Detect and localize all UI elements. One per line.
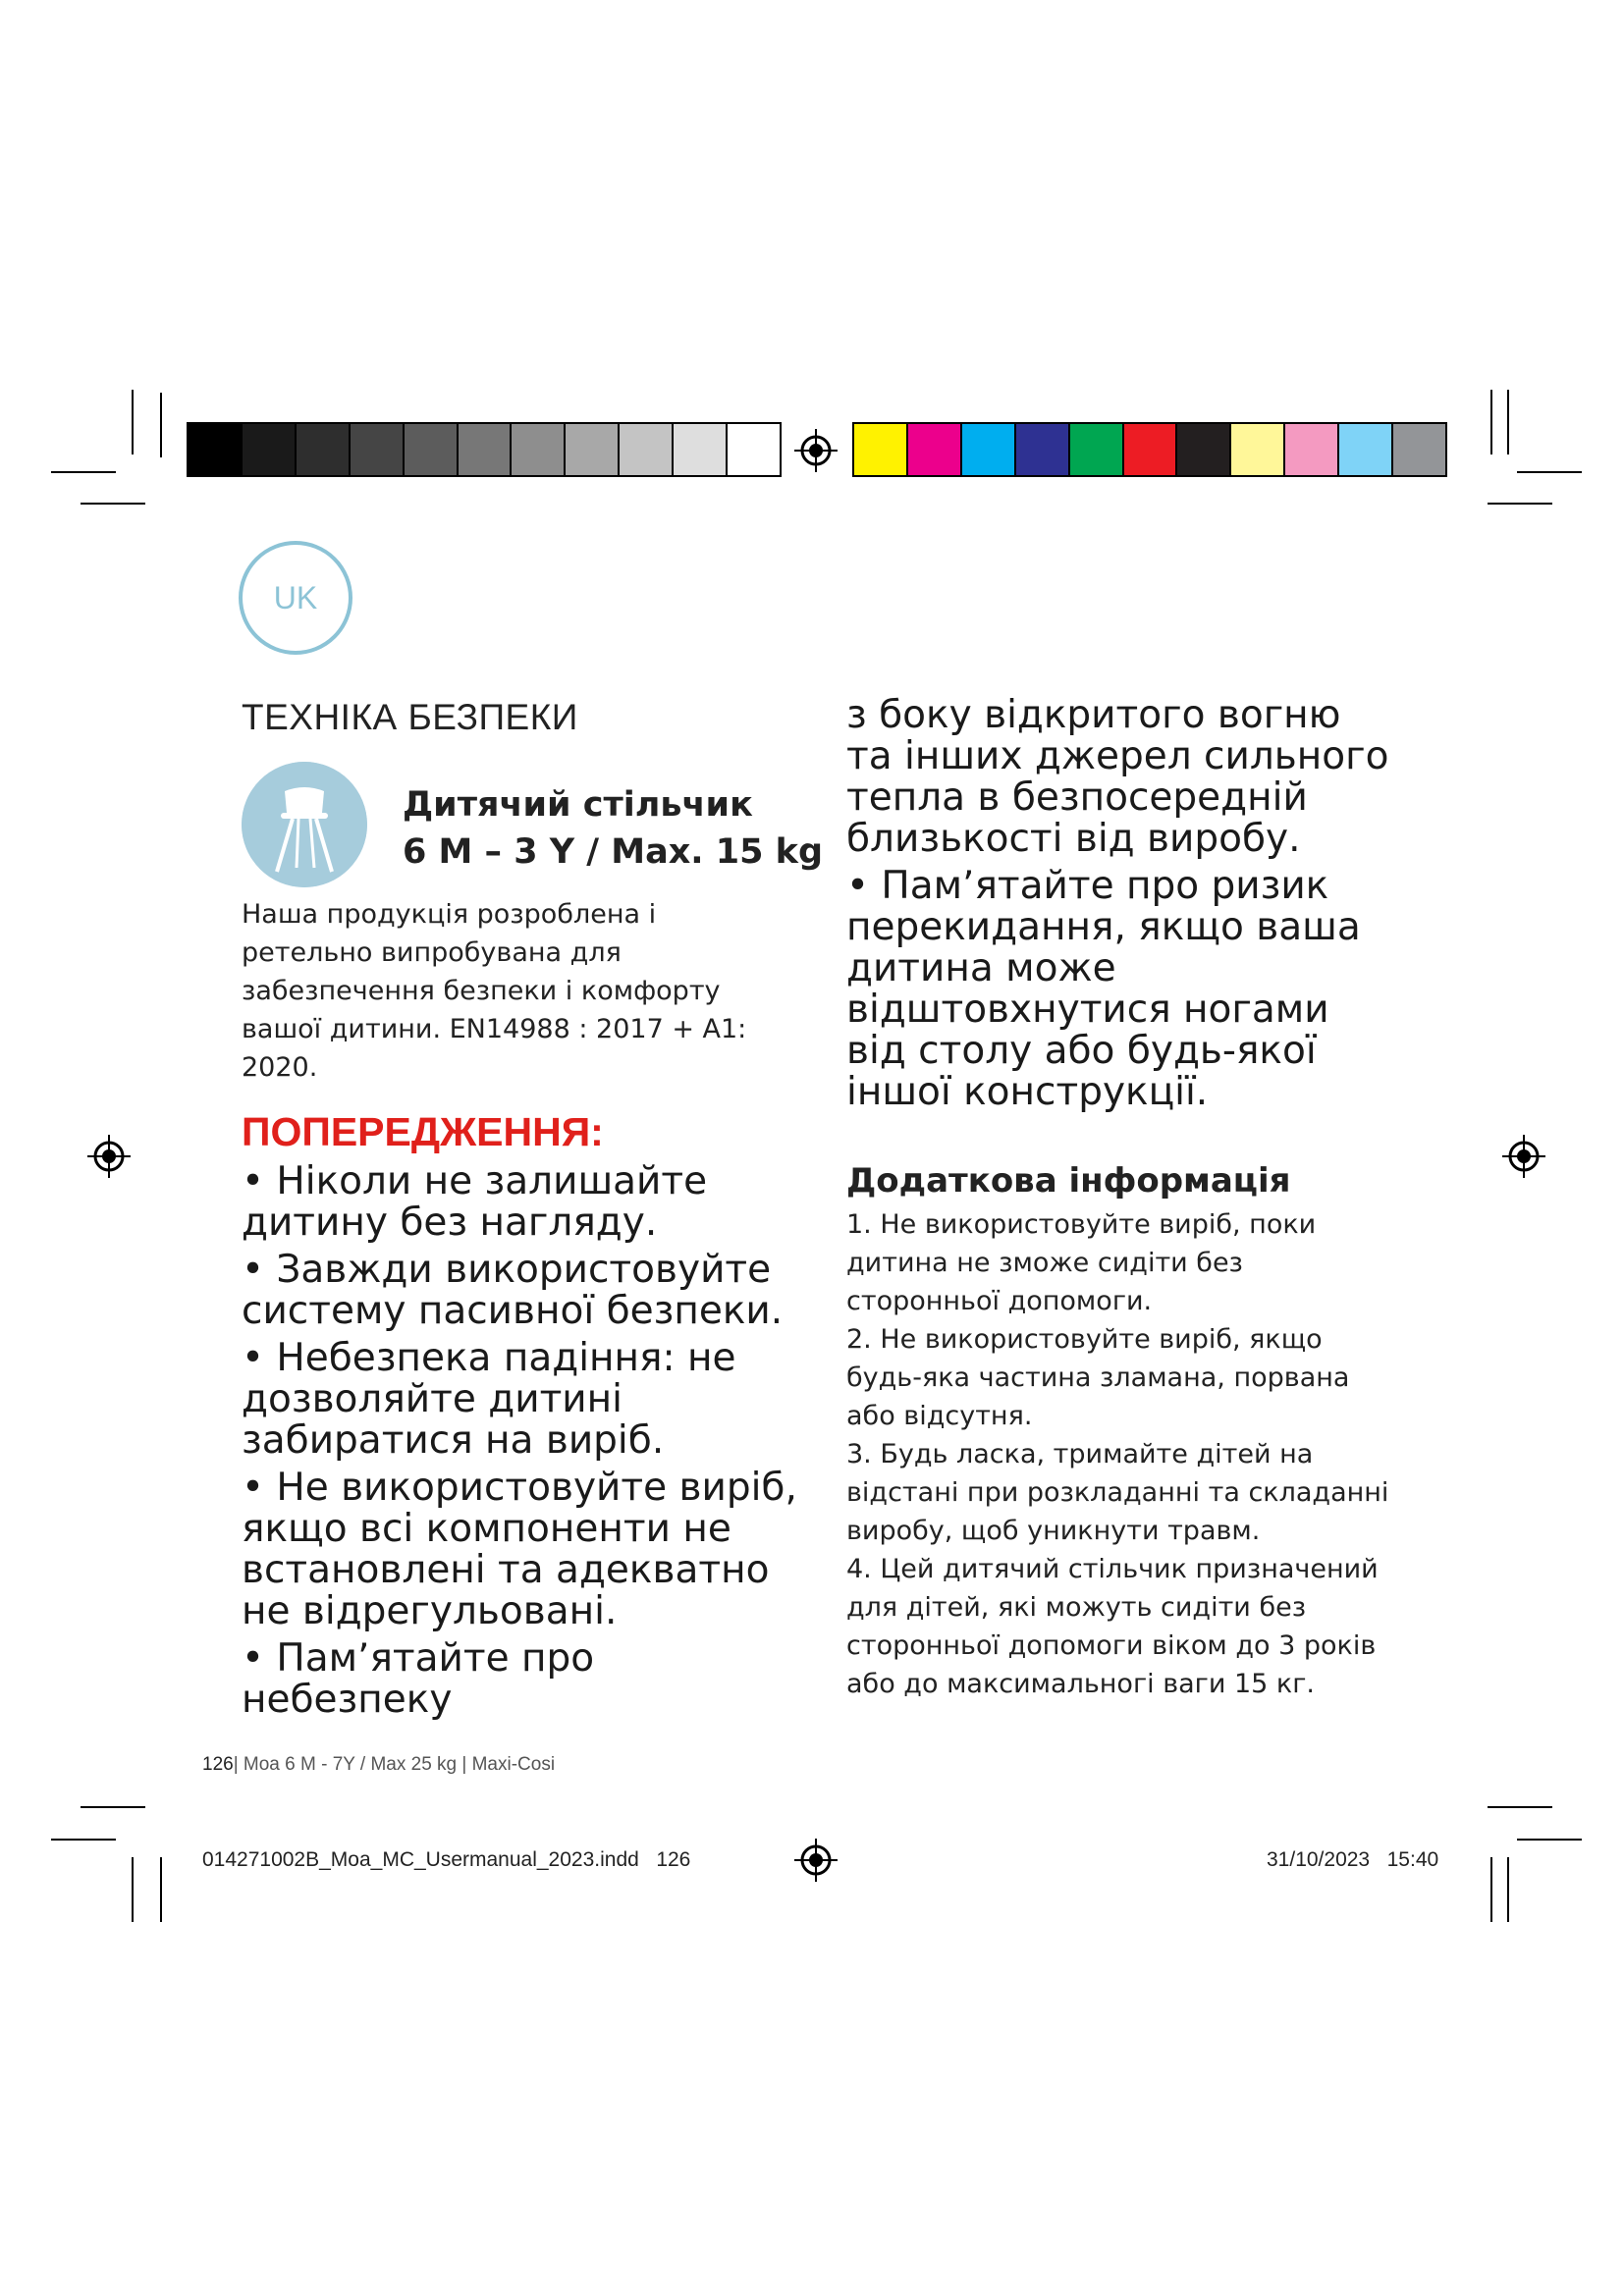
registration-mark-icon bbox=[793, 1838, 839, 1883]
intro-text: Наша продукція розроблена і ретельно випробувана для забезпечення безпеки і комфорту вашої дитини. EN14988 : 2017 + A1: 2020. bbox=[242, 899, 747, 1083]
color-swatch bbox=[512, 424, 566, 475]
color-swatch bbox=[1393, 424, 1445, 475]
crop-mark bbox=[160, 393, 162, 457]
color-swatch bbox=[1339, 424, 1393, 475]
color-swatch bbox=[459, 424, 513, 475]
list-item: • Пам’ятайте про небезпеку bbox=[242, 1636, 595, 1722]
crop-mark bbox=[1490, 390, 1492, 454]
crop-mark bbox=[1507, 1857, 1509, 1922]
footer-product-line: | Moa 6 M - 7Y / Max 25 kg | Maxi-Cosi bbox=[233, 1754, 556, 1775]
crop-mark bbox=[160, 1857, 162, 1922]
language-code: UK bbox=[273, 579, 318, 615]
color-swatch bbox=[620, 424, 674, 475]
process-color-bar bbox=[852, 422, 1447, 477]
color-swatch bbox=[243, 424, 297, 475]
print-slug-date: 31/10/2023 bbox=[1267, 1848, 1371, 1871]
print-slug-time: 15:40 bbox=[1386, 1848, 1439, 1871]
language-badge bbox=[239, 541, 352, 655]
list-item: з боку відкритого вогню та інших джерел сильного тепла в безпосередній близькості від виробу. bbox=[846, 693, 1389, 861]
color-swatch bbox=[1124, 424, 1178, 475]
list-item: 3. Будь ласка, тримайте дітей на відстані при розкладанні та складанні виробу, щоб уникнути травм. bbox=[846, 1439, 1389, 1546]
color-swatch bbox=[728, 424, 780, 475]
warning-list-left bbox=[242, 1161, 811, 1727]
color-swatch bbox=[566, 424, 620, 475]
additional-info-title: Додаткова інформація bbox=[846, 1161, 1291, 1201]
registration-mark-icon bbox=[793, 428, 839, 473]
color-swatch bbox=[1177, 424, 1231, 475]
registration-mark-icon bbox=[1501, 1134, 1546, 1179]
crop-mark bbox=[1490, 1857, 1492, 1922]
color-swatch bbox=[297, 424, 351, 475]
color-swatch bbox=[1231, 424, 1285, 475]
color-swatch bbox=[854, 424, 908, 475]
crop-mark bbox=[132, 390, 134, 454]
crop-mark bbox=[81, 1806, 145, 1808]
list-item: • Пам’ятайте про ризик перекидання, якщо ваша дитина може відштовхнутися ногами від столу або будь-якої іншої конструкції. bbox=[846, 864, 1361, 1114]
color-swatch bbox=[1070, 424, 1124, 475]
color-swatch bbox=[674, 424, 728, 475]
product-name: Дитячий стільчик bbox=[403, 785, 753, 825]
additional-info-list bbox=[846, 1205, 1396, 1703]
crop-mark bbox=[132, 1857, 134, 1922]
color-swatch bbox=[405, 424, 459, 475]
section-title: ТЕХНІКА БЕЗПЕКИ bbox=[242, 697, 578, 737]
color-swatch bbox=[908, 424, 962, 475]
color-swatch bbox=[1016, 424, 1070, 475]
list-item: • Не використовуйте виріб, якщо всі компоненти не встановлені та адекватно не відрегульовані. bbox=[242, 1466, 797, 1633]
crop-mark bbox=[1507, 390, 1509, 454]
list-item: 4. Цей дитячий стільчик призначений для дітей, які можуть сидіти без сторонньої допомоги віком до 3 років або до максимальногі ваги 15 кг. bbox=[846, 1554, 1379, 1699]
page-number: 126 bbox=[202, 1754, 234, 1775]
crop-mark bbox=[51, 1839, 116, 1841]
crop-mark bbox=[1488, 1806, 1552, 1808]
print-slug-file: 014271002B_Moa_MC_Usermanual_2023.indd 126 bbox=[202, 1848, 691, 1871]
color-swatch bbox=[189, 424, 243, 475]
list-item: • Небезпека падіння: не дозволяйте дитині забиратися на виріб. bbox=[242, 1336, 736, 1463]
registration-mark-icon bbox=[86, 1134, 132, 1179]
list-item: • Ніколи не залишайте дитину без нагляду. bbox=[242, 1159, 708, 1245]
crop-mark bbox=[1517, 471, 1582, 473]
warning-title: ПОПЕРЕДЖЕННЯ: bbox=[242, 1109, 604, 1154]
crop-mark bbox=[51, 471, 116, 473]
high-chair-icon bbox=[242, 762, 367, 887]
list-item: • Завжди використовуйте систему пасивної безпеки. bbox=[242, 1248, 784, 1333]
warning-list-right bbox=[846, 695, 1396, 1119]
list-item: 2. Не використовуйте виріб, якщо будь-яка частина зламана, порвана або відсутня. bbox=[846, 1324, 1350, 1431]
color-swatch bbox=[1285, 424, 1339, 475]
crop-mark bbox=[1488, 503, 1552, 505]
page-footer bbox=[202, 1754, 555, 1776]
crop-mark bbox=[81, 503, 145, 505]
print-slug-datetime bbox=[1267, 1848, 1438, 1872]
color-swatch bbox=[962, 424, 1016, 475]
list-item: 1. Не використовуйте виріб, поки дитина не зможе сидіти без сторонньої допомоги. bbox=[846, 1209, 1317, 1316]
crop-mark bbox=[1517, 1839, 1582, 1841]
product-spec: 6 M – 3 Y / Max. 15 kg bbox=[403, 832, 823, 872]
grayscale-color-bar bbox=[187, 422, 782, 477]
color-swatch bbox=[351, 424, 405, 475]
